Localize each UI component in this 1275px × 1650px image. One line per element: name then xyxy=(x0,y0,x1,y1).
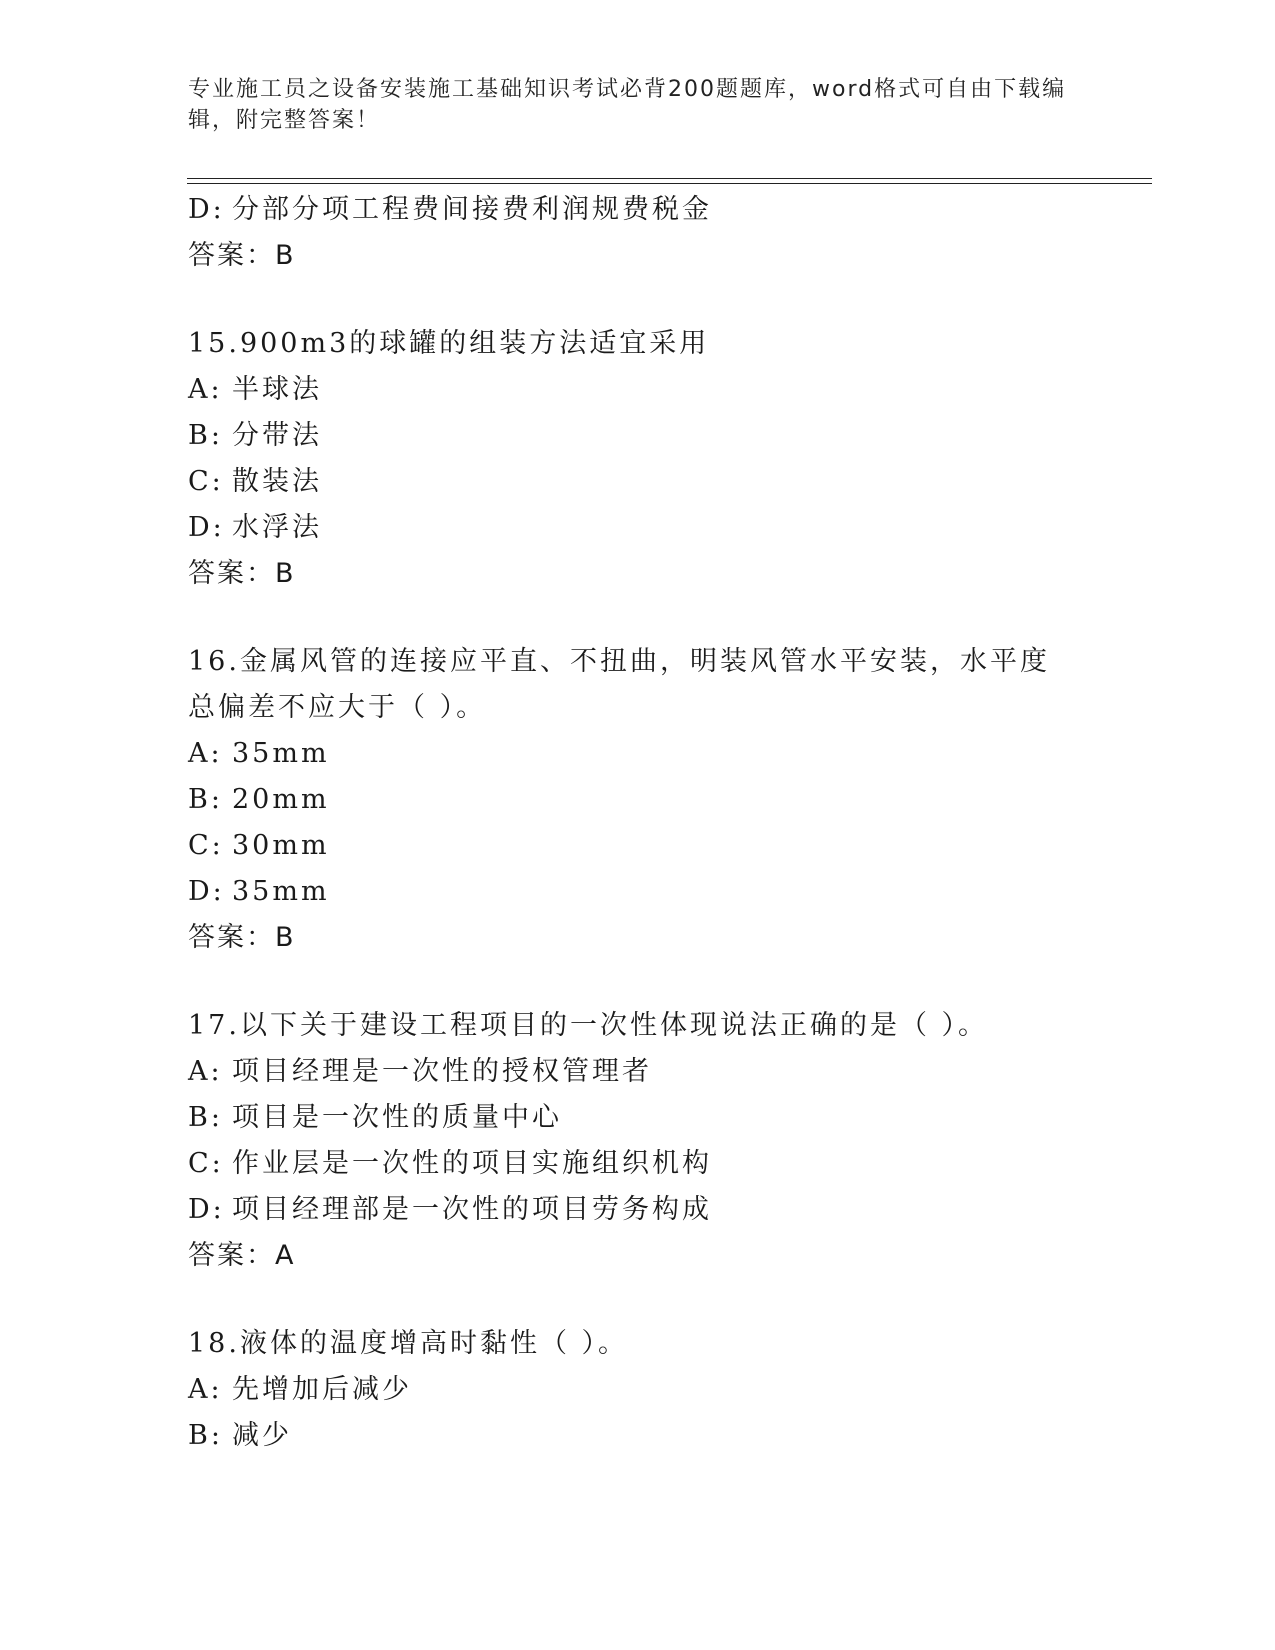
option-prefix: A: xyxy=(188,1374,223,1405)
option-prefix: A: xyxy=(188,374,223,405)
option-prefix: A: xyxy=(188,1056,223,1087)
question-text: 16.金属风管的连接应平直、不扭曲，明装风管水平安装，水平度总偏差不应大于（ ）。 xyxy=(188,646,1050,723)
option-text: 项目是一次性的质量中心 xyxy=(232,1102,562,1133)
option-line xyxy=(188,505,1088,551)
option-line xyxy=(188,187,1088,233)
option-line xyxy=(188,731,1088,777)
block-spacer xyxy=(188,279,1088,321)
option-prefix: B: xyxy=(188,420,223,451)
question-text: 15.900m3的球罐的组装方法适宜采用 xyxy=(188,328,710,359)
option-prefix: C: xyxy=(188,830,224,861)
option-text: 35mm xyxy=(232,738,330,769)
option-text: 20mm xyxy=(232,784,330,815)
option-line xyxy=(188,367,1088,413)
question-block xyxy=(188,321,1088,597)
answer-line: 答案：B xyxy=(188,922,296,953)
option-text: 项目经理是一次性的授权管理者 xyxy=(232,1056,652,1087)
header-rule-bottom xyxy=(187,183,1152,184)
option-text: 减少 xyxy=(232,1420,292,1451)
option-prefix: B: xyxy=(188,784,223,815)
question-text: 17.以下关于建设工程项目的一次性体现说法正确的是（ ）。 xyxy=(188,1010,989,1041)
option-text: 项目经理部是一次性的项目劳务构成 xyxy=(232,1194,712,1225)
answer-line: 答案：B xyxy=(188,240,296,271)
option-line xyxy=(188,823,1088,869)
option-text: 35mm xyxy=(232,876,330,907)
option-line xyxy=(188,413,1088,459)
option-line xyxy=(188,1095,1088,1141)
option-text: 分部分项工程费间接费利润规费税金 xyxy=(232,194,712,225)
option-line xyxy=(188,459,1088,505)
option-line xyxy=(188,1187,1088,1233)
option-prefix: A: xyxy=(188,738,223,769)
question-block xyxy=(188,187,1088,279)
option-text: 先增加后减少 xyxy=(232,1374,412,1405)
block-spacer xyxy=(188,961,1088,1003)
question-text: 18.液体的温度增高时黏性（ ）。 xyxy=(188,1328,629,1359)
option-prefix: D: xyxy=(188,512,225,543)
question-block xyxy=(188,639,1088,961)
option-text: 分带法 xyxy=(232,420,322,451)
answer-line: 答案：A xyxy=(188,1240,296,1271)
question-list xyxy=(188,187,1088,1459)
option-prefix: D: xyxy=(188,876,225,907)
page-header-title: 专业施工员之设备安装施工基础知识考试必背200题题库，word格式可自由下载编辑，附完整答案！ xyxy=(188,77,1067,133)
option-prefix: D: xyxy=(188,194,225,225)
option-prefix: D: xyxy=(188,1194,225,1225)
option-prefix: C: xyxy=(188,1148,224,1179)
option-text: 水浮法 xyxy=(232,512,322,543)
option-text: 散装法 xyxy=(232,466,322,497)
option-prefix: B: xyxy=(188,1420,223,1451)
option-line xyxy=(188,869,1088,915)
option-text: 30mm xyxy=(232,830,330,861)
answer-line: 答案：B xyxy=(188,558,296,589)
option-text: 作业层是一次性的项目实施组织机构 xyxy=(232,1148,712,1179)
option-line xyxy=(188,777,1088,823)
option-line xyxy=(188,1367,1088,1413)
option-prefix: C: xyxy=(188,466,224,497)
header-rule-top xyxy=(187,178,1152,179)
option-line xyxy=(188,1413,1088,1459)
option-prefix: B: xyxy=(188,1102,223,1133)
block-spacer xyxy=(188,597,1088,639)
question-block xyxy=(188,1003,1088,1279)
block-spacer xyxy=(188,1279,1088,1321)
option-line xyxy=(188,1141,1088,1187)
question-block xyxy=(188,1321,1088,1459)
option-text: 半球法 xyxy=(232,374,322,405)
option-line xyxy=(188,1049,1088,1095)
